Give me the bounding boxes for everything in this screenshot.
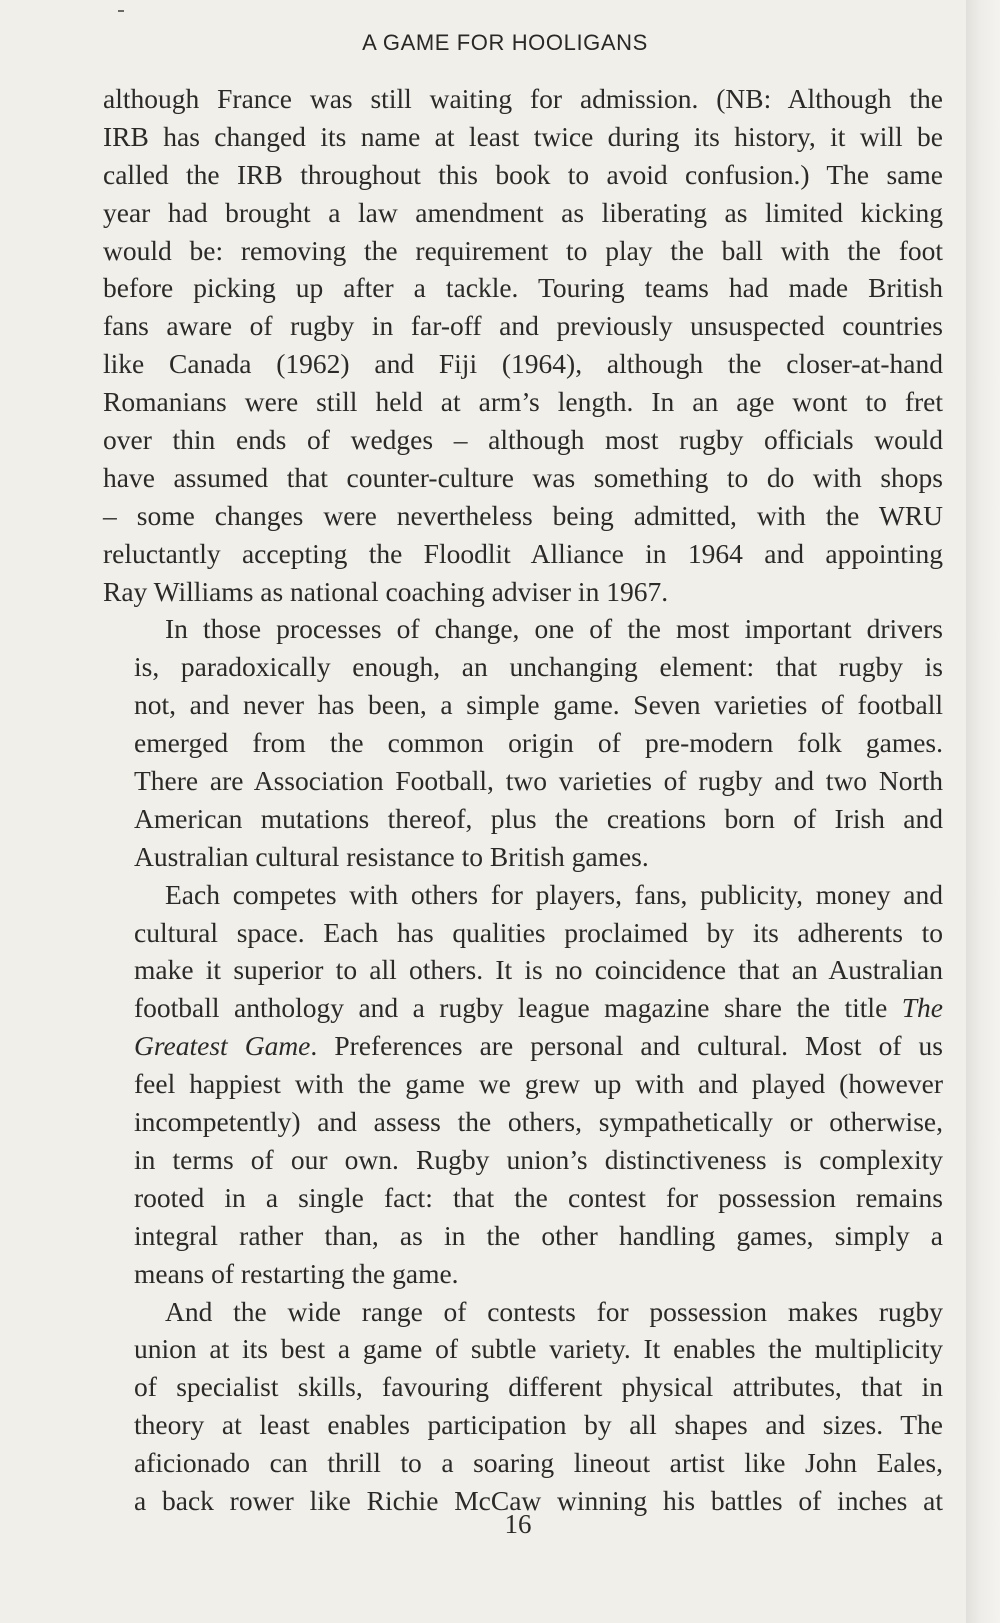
text-line: is, paradoxically enough, an unchanging element: that rugby is [134,651,943,683]
text-line-content: football anthology and a rugby league magazine share the title [134,992,888,1024]
text-line: year had brought a law amendment as liberating as limited kicking [103,196,943,228]
text-line: There are Association Football, two varieties of rugby and two North [134,765,943,797]
text-line: union at its best a game of subtle variety. It enables the multiplicity [134,1333,943,1365]
text-line: of specialist skills, favouring different physical attributes, that in [134,1371,943,1403]
text-line: – some changes were nevertheless being admitted, with the WRU [103,499,943,531]
text-line: rooted in a single fact: that the contest for possession remains [134,1181,943,1213]
text-line: Australian cultural resistance to British games. [134,840,649,872]
paragraph-3 [103,876,943,1293]
text-line: aficionado can thrill to a soaring lineout artist like John Eales, [134,1447,943,1479]
text-line: emerged from the common origin of pre-modern folk games. [134,727,943,759]
italic-title-part: Greatest Game [134,1030,311,1062]
text-line: In those processes of change, one of the most important drivers [165,613,943,645]
text-line: called the IRB throughout this book to avoid confusion.) The same [103,158,943,190]
text-line: Romanians were still held at arm’s length. In an age wont to fret [103,386,943,418]
text-line: not, and never has been, a simple game. Seven varieties of football [134,689,943,721]
text-line: theory at least enables participation by all shapes and sizes. The [134,1409,943,1441]
page-number: 16 [504,1509,532,1539]
text-line: like Canada (1962) and Fiji (1964), although the closer-at-hand [103,348,943,380]
text-line: American mutations thereof, plus the creations born of Irish and [134,802,943,834]
text-line: integral rather than, as in the other handling games, simply a [134,1219,943,1251]
italic-title-part: The [901,992,943,1024]
text-line: means of restarting the game. [134,1257,459,1289]
text-line: Ray Williams as national coaching adviser in 1967. [103,575,669,607]
text-line: make it superior to all others. It is no coincidence that an Australian [134,954,943,986]
text-line: reluctantly accepting the Floodlit Alliance in 1964 and appointing [103,537,943,569]
text-line: in terms of our own. Rugby union’s distinctiveness is complexity [134,1143,943,1175]
text-line: although France was still waiting for admission. (NB: Although the [103,83,943,114]
running-head: A GAME FOR HOOLIGANS [362,30,648,55]
text-line: Each competes with others for players, fans, publicity, money and [165,878,943,910]
text-line [103,1027,943,1065]
text-line: before picking up after a tackle. Touring teams had made British [103,272,943,304]
text-line: incompetently) and assess the others, sympathetically or otherwise, [134,1106,943,1138]
scan-speck [118,10,124,12]
text-line: And the wide range of contests for possession makes rugby [165,1295,943,1327]
text-line: have assumed that counter-culture was something to do with shops [103,461,943,493]
text-line: over thin ends of wedges – although most rugby officials would [103,424,943,456]
body-text [103,80,943,1520]
text-line-content: . Preferences are personal and cultural. Most of us [310,1030,943,1062]
text-line: fans aware of rugby in far-off and previously unsuspected countries [103,310,943,342]
text-line: a back rower like Richie McCaw winning his battles of inches at [134,1484,943,1516]
text-line: feel happiest with the game we grew up with and played (however [134,1068,943,1100]
text-line [103,989,943,1027]
text-line: would be: removing the requirement to play the ball with the foot [103,234,943,266]
text-line: IRB has changed its name at least twice during its history, it will be [103,120,943,152]
paragraph-1 [103,80,943,610]
facing-page-edge [966,0,1000,1623]
paragraph-4 [103,1293,943,1520]
paragraph-2 [103,610,943,875]
text-line: cultural space. Each has qualities proclaimed by its adherents to [134,916,943,948]
